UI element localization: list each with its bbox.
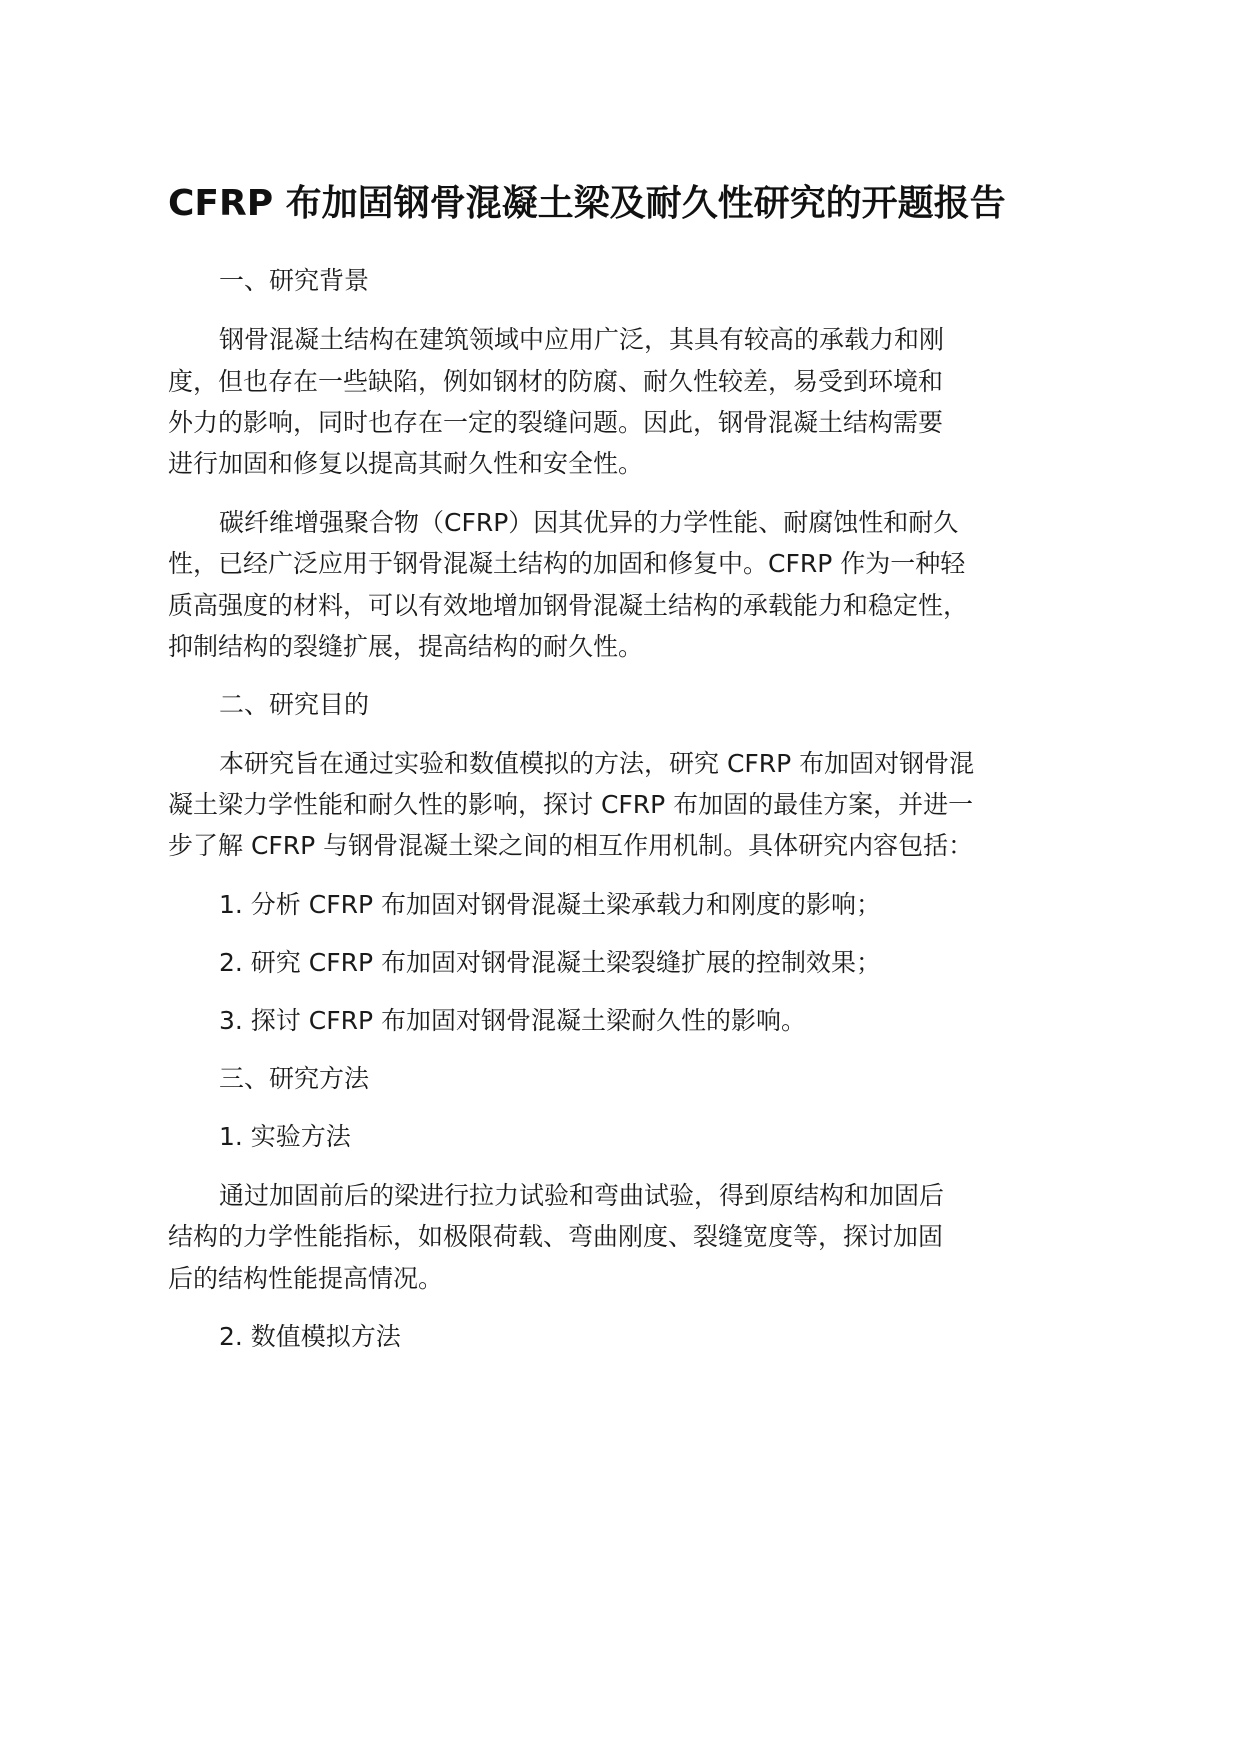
paragraph-line: 后的结构性能提高情况。 xyxy=(168,1264,444,1293)
paragraph-line: 钢骨混凝土结构在建筑领域中应用广泛，其具有较高的承载力和刚 xyxy=(219,325,945,354)
list-item: 2. 研究 CFRP 布加固对钢骨混凝土梁裂缝扩展的控制效果； xyxy=(219,948,881,977)
paragraph-line: 通过加固前后的梁进行拉力试验和弯曲试验，得到原结构和加固后 xyxy=(219,1181,945,1210)
paragraph-line: 碳纤维增强聚合物（CFRP）因其优异的力学性能、耐腐蚀性和耐久 xyxy=(219,508,959,537)
section-heading-methods: 三、研究方法 xyxy=(219,1064,370,1093)
paragraph-line: 结构的力学性能指标，如极限荷载、弯曲刚度、裂缝宽度等，探讨加固 xyxy=(168,1222,944,1251)
paragraph-line: 外力的影响，同时也存在一定的裂缝问题。因此，钢骨混凝土结构需要 xyxy=(168,408,944,437)
paragraph-line: 步了解 CFRP 与钢骨混凝土梁之间的相互作用机制。具体研究内容包括： xyxy=(168,831,974,860)
subheading-experimental-method: 1. 实验方法 xyxy=(219,1122,351,1151)
paragraph-line: 进行加固和修复以提高其耐久性和安全性。 xyxy=(168,449,644,478)
document-title: CFRP 布加固钢骨混凝土梁及耐久性研究的开题报告 xyxy=(168,183,1006,224)
section-heading-purpose: 二、研究目的 xyxy=(219,690,370,719)
paragraph-line: 性，已经广泛应用于钢骨混凝土结构的加固和修复中。CFRP 作为一种轻 xyxy=(168,549,966,578)
paragraph-line: 凝土梁力学性能和耐久性的影响，探讨 CFRP 布加固的最佳方案，并进一 xyxy=(168,790,974,819)
list-item: 3. 探讨 CFRP 布加固对钢骨混凝土梁耐久性的影响。 xyxy=(219,1006,806,1035)
paragraph-line: 质高强度的材料，可以有效地增加钢骨混凝土结构的承载能力和稳定性， xyxy=(168,591,969,620)
paragraph-line: 抑制结构的裂缝扩展，提高结构的耐久性。 xyxy=(168,632,644,661)
paragraph-line: 度，但也存在一些缺陷，例如钢材的防腐、耐久性较差，易受到环境和 xyxy=(168,367,944,396)
paragraph-line: 本研究旨在通过实验和数值模拟的方法，研究 CFRP 布加固对钢骨混 xyxy=(219,749,975,778)
list-item: 1. 分析 CFRP 布加固对钢骨混凝土梁承载力和刚度的影响； xyxy=(219,890,881,919)
subheading-numerical-method: 2. 数值模拟方法 xyxy=(219,1322,401,1351)
section-heading-background: 一、研究背景 xyxy=(219,266,370,295)
